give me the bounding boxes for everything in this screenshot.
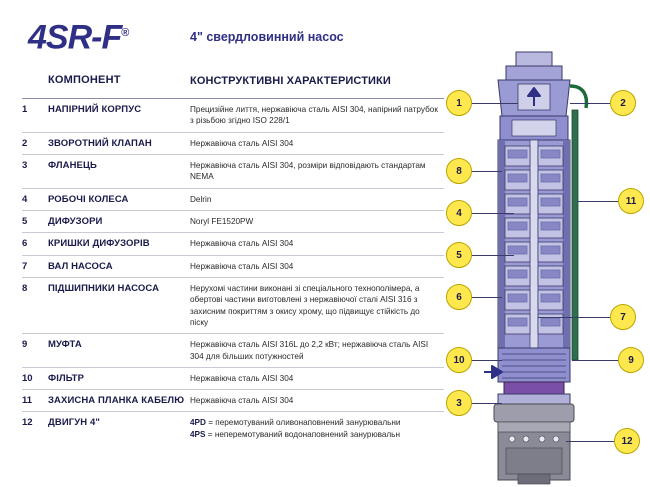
row-num: 7	[22, 255, 48, 277]
spec-table-wrapper	[22, 72, 436, 445]
header-num	[22, 72, 48, 99]
row-component: КРИШКИ ДИФУЗОРІВ	[48, 233, 190, 255]
table-row	[22, 211, 444, 233]
row-desc: Прецизійне лиття, нержавіюча сталь AISI 304, напірний патрубок з різьбою згідно ISO 228/1	[190, 99, 444, 133]
leader-line	[472, 255, 514, 256]
row-num: 3	[22, 155, 48, 189]
motor-line-2	[190, 429, 440, 440]
pump-illustration	[432, 50, 650, 487]
row-num: 4	[22, 188, 48, 210]
leader-line	[472, 360, 502, 361]
table-row	[22, 334, 444, 368]
spec-table-body	[22, 99, 444, 445]
leader-line	[538, 317, 610, 318]
leader-line	[578, 201, 618, 202]
leader-line	[572, 360, 618, 361]
row-component: ФЛАНЕЦЬ	[48, 155, 190, 189]
callout-11[interactable]: 11	[618, 188, 644, 214]
row-desc: Нержавіюча сталь AISI 304	[190, 233, 444, 255]
row-desc: Нержавіюча сталь AISI 304	[190, 390, 444, 412]
motor-code-4pd: 4PD	[190, 418, 206, 428]
header-characteristics: КОНСТРУКТИВНІ ХАРАКТЕРИСТИКИ	[190, 72, 444, 99]
row-num: 1	[22, 99, 48, 133]
row-component: ДВИГУН 4"	[48, 417, 100, 429]
pump-cutaway-diagram	[432, 50, 650, 487]
row-desc: Нерухомі частини виконані зі спеціального технополімера, а обертові частини виготовлені з нержавіючої сталі AISI 316 з захисним покриттям з окису хрому, що підвищує стійкість до піску	[190, 277, 444, 333]
callout-2[interactable]: 2	[610, 90, 636, 116]
table-row	[22, 367, 444, 389]
row-component: ВАЛ НАСОСА	[48, 255, 190, 277]
motor-line-1	[190, 417, 440, 428]
coupling-flange-group	[498, 382, 570, 404]
callout-5[interactable]: 5	[446, 242, 472, 268]
row-desc: Delrin	[190, 188, 444, 210]
spec-table-head	[22, 72, 444, 99]
row-num: 9	[22, 334, 48, 368]
row-num: 6	[22, 233, 48, 255]
leader-line	[472, 297, 502, 298]
table-row	[22, 233, 444, 255]
motor-code-4ps: 4PS	[190, 429, 206, 439]
pump-stage-stack	[498, 110, 578, 360]
callout-8[interactable]: 8	[446, 158, 472, 184]
leader-line	[472, 103, 518, 104]
table-row	[22, 99, 444, 133]
callout-7[interactable]: 7	[610, 304, 636, 330]
table-header-row	[22, 72, 444, 99]
motor-desc-4pd: = перемотуваний оливонаповнений занурювальни	[205, 418, 401, 428]
callout-4[interactable]: 4	[446, 200, 472, 226]
row-desc: Нержавіюча сталь AISI 304	[190, 255, 444, 277]
row-num: 2	[22, 132, 48, 154]
callout-1[interactable]: 1	[446, 90, 472, 116]
row-desc: Нержавіюча сталь AISI 304, розміри відповідають стандартам NEMA	[190, 155, 444, 189]
table-row	[22, 255, 444, 277]
row-num: 8	[22, 277, 48, 333]
row-component: ЗВОРОТНИЙ КЛАПАН	[48, 132, 190, 154]
callout-9[interactable]: 9	[618, 347, 644, 373]
leader-line	[472, 213, 514, 214]
brand-text: 4SR-F	[28, 18, 122, 57]
row-component: ФІЛЬТР	[48, 367, 190, 389]
row-num: 11	[22, 390, 48, 412]
brand-logo	[28, 16, 129, 57]
table-row	[22, 188, 444, 210]
callout-3[interactable]: 3	[446, 390, 472, 416]
row-component: ДИФУЗОРИ	[48, 211, 190, 233]
leader-line	[472, 171, 502, 172]
row-component: ЗАХИСНА ПЛАНКА КАБЕЛЮ	[48, 390, 190, 412]
motor-desc-4ps: = неперемотуваний водонаповнений занурювальн	[205, 429, 400, 439]
table-row	[22, 155, 444, 189]
header-component: КОМПОНЕНТ	[48, 72, 190, 99]
row-component: ПІДШИПНИКИ НАСОСА	[48, 277, 190, 333]
check-valve-group	[500, 116, 568, 140]
row-num: 12	[22, 417, 33, 429]
callout-12[interactable]: 12	[614, 428, 640, 454]
row-num: 5	[22, 211, 48, 233]
row-component: РОБОЧІ КОЛЕСА	[48, 188, 190, 210]
leader-line	[570, 103, 610, 104]
row-desc: Нержавіюча сталь AISI 316L до 2,2 кВт; нержавіюча сталь AISI 304 для більших потужностей	[190, 334, 444, 368]
row-desc	[190, 412, 444, 445]
callout-6[interactable]: 6	[446, 284, 472, 310]
motor-group	[494, 404, 574, 484]
spec-table	[22, 72, 444, 445]
row-component: НАПІРНИЙ КОРПУС	[48, 99, 190, 133]
row-desc: Нержавіюча сталь AISI 304	[190, 367, 444, 389]
row-component: МУФТА	[48, 334, 190, 368]
leader-line	[566, 441, 614, 442]
callout-10[interactable]: 10	[446, 347, 472, 373]
suction-filter-group	[484, 348, 570, 382]
table-row	[22, 390, 444, 412]
table-row	[22, 412, 444, 445]
registered-mark: ®	[121, 27, 129, 39]
row-desc: Noryl FE1520PW	[190, 211, 444, 233]
row-num: 10	[22, 367, 48, 389]
row-desc: Нержавіюча сталь AISI 304	[190, 132, 444, 154]
leader-line	[472, 403, 502, 404]
page-subtitle: 4" свердловинний насос	[190, 30, 344, 44]
discharge-head-group	[498, 52, 586, 116]
table-row	[22, 277, 444, 333]
table-row	[22, 132, 444, 154]
